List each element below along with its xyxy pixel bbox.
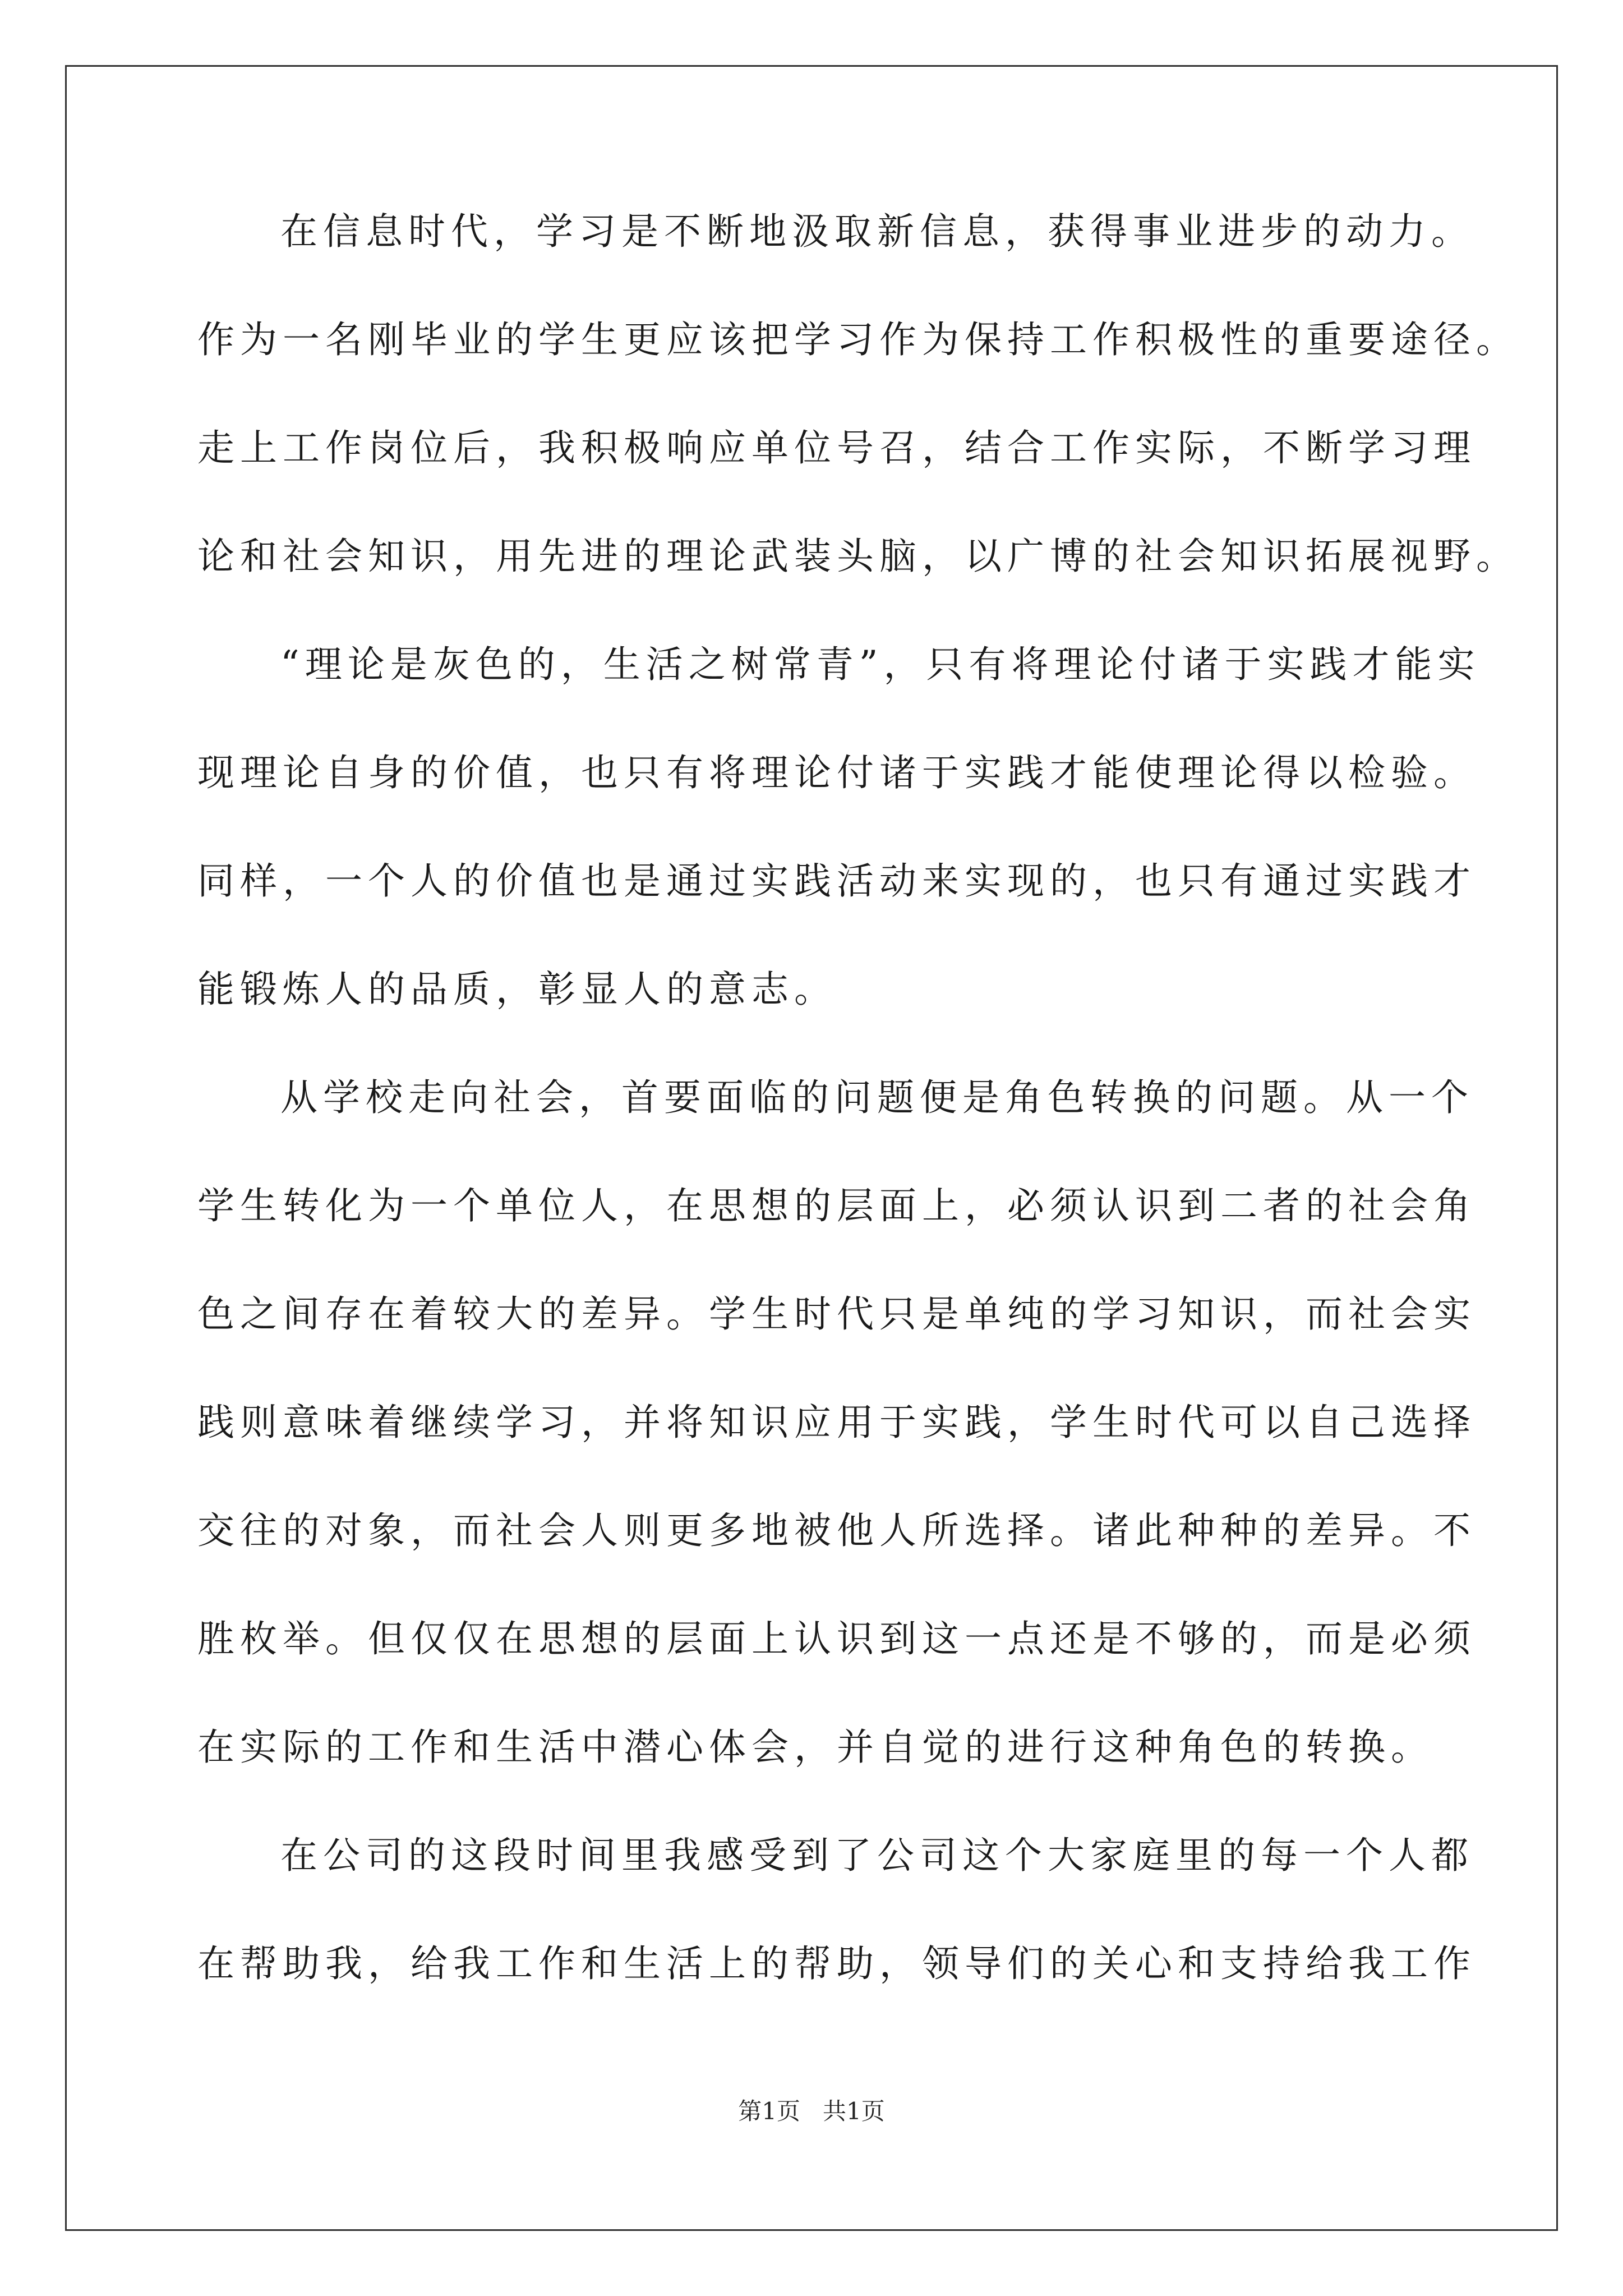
paragraph-3-line-4: 践则意味着继续学习，并将知识应用于实践，学生时代可以自己选择 — [197, 1401, 1476, 1444]
paragraph-3-line-7: 在实际的工作和生活中潜心体会，并自觉的进行这种角色的转换。 — [197, 1726, 1433, 1769]
paragraph-1-line-4: 论和社会知识，用先进的理论武装头脑，以广博的社会知识拓展视野。 — [197, 535, 1519, 578]
page-number-footer: 第1页 共1页 — [738, 2097, 885, 2125]
paragraph-2-line-1: “理论是灰色的，生活之树常青”，只有将理论付诸于实践才能实 — [280, 643, 1481, 686]
paragraph-4-line-2: 在帮助我，给我工作和生活上的帮助，领导们的关心和支持给我工作 — [197, 1942, 1476, 1985]
paragraph-3-line-2: 学生转化为一个单位人，在思想的层面上，必须认识到二者的社会角 — [197, 1184, 1476, 1227]
paragraph-3-line-5: 交往的对象，而社会人则更多地被他人所选择。诸此种种的差异。不 — [197, 1509, 1476, 1552]
paragraph-4-line-1: 在公司的这段时间里我感受到了公司这个大家庭里的每一个人都 — [280, 1834, 1474, 1877]
paragraph-3-line-6: 胜枚举。但仅仅在思想的层面上认识到这一点还是不够的，而是必须 — [197, 1617, 1476, 1660]
paragraph-3-line-1: 从学校走向社会，首要面临的问题便是角色转换的问题。从一个 — [280, 1076, 1474, 1119]
paragraph-1-line-3: 走上工作岗位后，我积极响应单位号召，结合工作实际，不断学习理 — [197, 426, 1476, 470]
paragraph-2-line-4: 能锻炼人的品质，彰显人的意志。 — [197, 968, 837, 1011]
paragraph-2-line-2: 现理论自身的价值，也只有将理论付诸于实践才能使理论得以检验。 — [197, 751, 1476, 794]
document-body — [197, 210, 1519, 2054]
paragraph-3-line-3: 色之间存在着较大的差异。学生时代只是单纯的学习知识，而社会实 — [197, 1292, 1476, 1336]
paragraph-2-line-3: 同样，一个人的价值也是通过实践活动来实现的，也只有通过实践才 — [197, 859, 1476, 903]
paragraph-1-line-2: 作为一名刚毕业的学生更应该把学习作为保持工作积极性的重要途径。 — [197, 318, 1519, 361]
paragraph-1-line-1: 在信息时代，学习是不断地汲取新信息，获得事业进步的动力。 — [280, 210, 1474, 253]
